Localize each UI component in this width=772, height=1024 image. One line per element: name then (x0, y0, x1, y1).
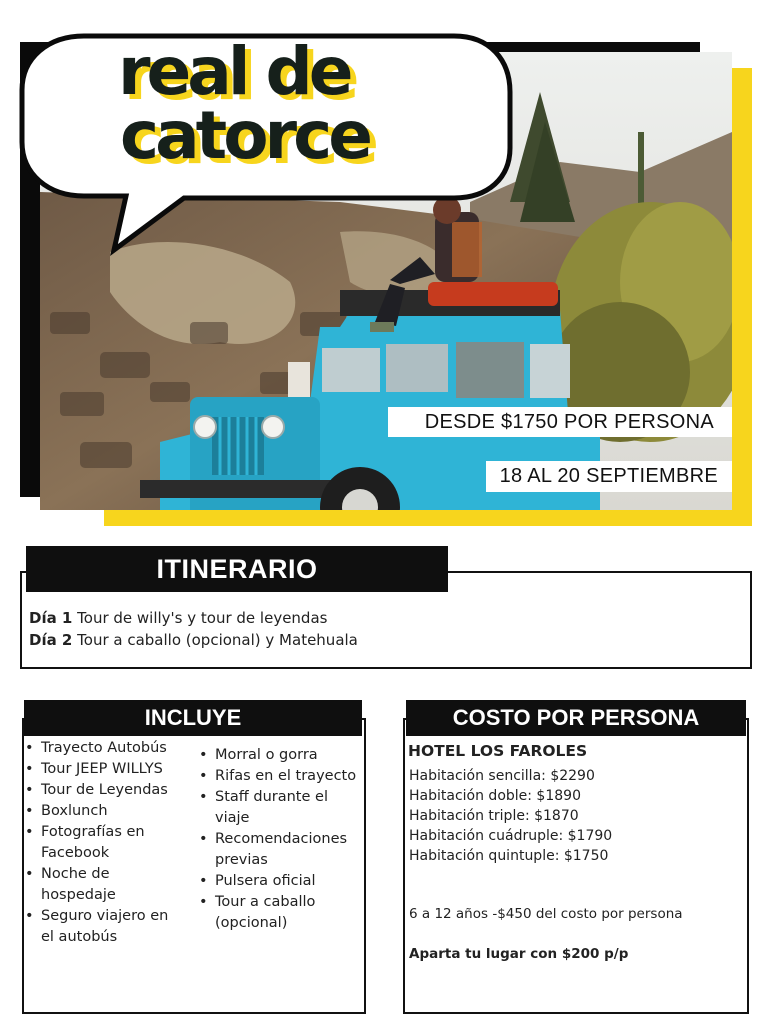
title-line-2: catorce (120, 97, 369, 174)
cost-heading: COSTO POR PERSONA (406, 700, 746, 736)
list-item: • Tour JEEP WILLYS (25, 759, 185, 780)
reserve-note: Aparta tu lugar con $200 p/p (409, 946, 629, 962)
date-tag: 18 AL 20 SEPTIEMBRE (486, 461, 732, 492)
day-label: Día 2 (29, 631, 73, 649)
list-item: • Rifas en el trayecto (199, 766, 367, 787)
itinerary-day-2 (29, 629, 358, 651)
list-item: • Tour de Leyendas (25, 780, 185, 801)
list-item: • Tour a caballo (opcional) (199, 892, 367, 934)
kids-discount: 6 a 12 años -$450 del costo por persona (409, 906, 683, 922)
list-item: • Pulsera oficial (199, 871, 367, 892)
room-price: Habitación sencilla: $2290 (409, 768, 595, 784)
list-item: • Noche de hospedaje (25, 864, 185, 906)
room-price: Habitación doble: $1890 (409, 788, 581, 804)
room-price: Habitación triple: $1870 (409, 808, 579, 824)
page-title (118, 33, 369, 174)
list-item: • Recomendaciones previas (199, 829, 367, 871)
list-item: • Fotografías en Facebook (25, 822, 185, 864)
itinerary-heading: ITINERARIO (26, 546, 448, 592)
list-item: • Trayecto Autobús (25, 738, 185, 759)
list-item: • Morral o gorra (199, 745, 367, 766)
list-item: • Boxlunch (25, 801, 185, 822)
room-price-list (409, 766, 612, 866)
list-item: • Staff durante el viaje (199, 787, 367, 829)
room-price: Habitación cuádruple: $1790 (409, 828, 613, 844)
includes-heading: INCLUYE (24, 700, 362, 736)
day-text: Tour de willy's y tour de leyendas (77, 609, 328, 627)
itinerary-day-1 (29, 607, 358, 629)
room-price: Habitación quintuple: $1750 (409, 848, 609, 864)
day-text: Tour a caballo (opcional) y Matehuala (77, 631, 358, 649)
price-tag: DESDE $1750 POR PERSONA (388, 407, 732, 437)
title-line-1: real de (118, 33, 350, 110)
cost-box (403, 718, 749, 1014)
includes-list-col2 (199, 745, 367, 934)
itinerary-list (29, 607, 358, 651)
day-label: Día 1 (29, 609, 73, 627)
includes-list-col1 (25, 738, 185, 948)
list-item: • Seguro viajero en el autobús (25, 906, 185, 948)
hotel-name: HOTEL LOS FAROLES (408, 742, 588, 760)
